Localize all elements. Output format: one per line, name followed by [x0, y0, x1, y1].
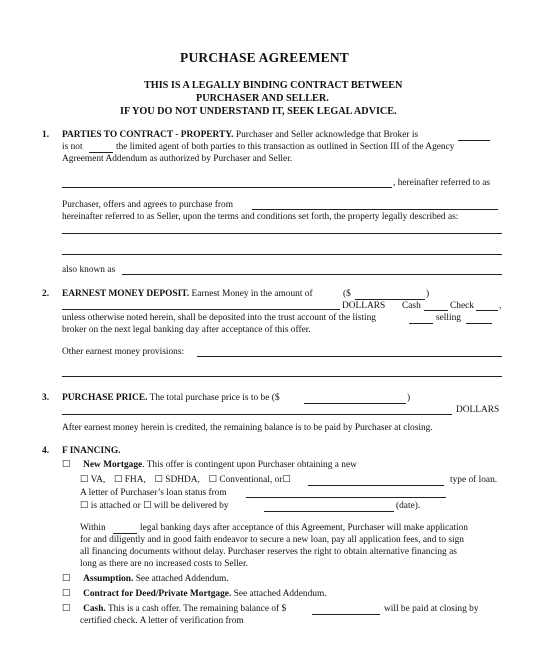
legal-description-line-2[interactable]: [62, 254, 502, 255]
earnest-amount-text: Earnest Money in the amount of: [191, 289, 313, 299]
purchase-price-amount-field[interactable]: [304, 403, 406, 404]
sdhda-label: SDHDA,: [165, 475, 200, 485]
earnest-dollars-label: DOLLARS: [342, 301, 386, 311]
fha-checkbox[interactable]: ☐: [113, 475, 123, 485]
document-title: PURCHASE AGREEMENT: [180, 50, 349, 65]
section-3-line-3: After earnest money herein is credited, the remaining balance is to be paid by Purchaser at closing.: [62, 423, 433, 433]
purchase-price-text: The total purchase price is to be ($: [149, 393, 280, 403]
legal-description-line-1[interactable]: [62, 233, 502, 234]
section-1-heading: PARTIES TO CONTRACT - PROPERTY.: [62, 130, 234, 140]
cash-closing-text: will be paid at closing by: [384, 604, 479, 614]
header-line-2: PURCHASER AND SELLER.: [196, 93, 329, 104]
also-known-as-label: also known as: [62, 265, 116, 275]
conventional-label: Conventional, or: [219, 475, 283, 485]
earnest-words-field[interactable]: [62, 309, 340, 310]
new-mortgage-checkbox[interactable]: ☐: [62, 460, 71, 470]
letter-delivered-label: will be delivered by: [153, 501, 229, 511]
selling-label: selling: [436, 313, 461, 323]
section-1-line-3: Agreement Addendum as authorized by Purchaser and Seller.: [62, 154, 293, 164]
va-checkbox[interactable]: ☐: [80, 475, 89, 485]
section-1-broker-text: Purchaser and Seller acknowledge that Broker is: [235, 130, 419, 140]
earnest-cash-blank[interactable]: [424, 310, 448, 311]
section-2-number: 2.: [42, 289, 50, 299]
header-line-3: IF YOU DO NOT UNDERSTAND IT, SEEK LEGAL ADVICE.: [120, 106, 397, 117]
seller-text: hereinafter referred to as Seller, upon the terms and conditions set forth, the property legally described as:: [62, 212, 459, 222]
earnest-check-blank[interactable]: [476, 310, 498, 311]
section-4-heading: F INANCING.: [62, 446, 121, 456]
date-label: (date).: [396, 501, 421, 511]
header-line-1: THIS IS A LEGALLY BINDING CONTRACT BETWEEN: [144, 80, 403, 91]
contract-for-deed-line: [62, 589, 327, 600]
within-text: legal banking days after acceptance of this Agreement, Purchaser will make application: [140, 523, 468, 533]
section-2-heading: EARNEST MONEY DEPOSIT.: [62, 289, 190, 299]
loan-status-letter-label: A letter of Purchaser’s loan status from: [80, 488, 227, 498]
section-4-number: 4.: [42, 446, 50, 456]
other-loan-checkbox[interactable]: ☐: [282, 475, 291, 485]
assumption-label: Assumption.: [83, 574, 134, 584]
earnest-amount-field[interactable]: [355, 299, 425, 300]
cash-balance-field[interactable]: [312, 614, 380, 615]
earnest-check-label: Check: [450, 301, 474, 311]
assumption-checkbox[interactable]: ☐: [62, 574, 71, 584]
section-2-line-1: [62, 289, 313, 300]
section-1-line-2: the limited agent of both parties to this transaction as outlined in Section III of the Agency: [116, 142, 455, 152]
letter-delivered-checkbox[interactable]: ☐: [143, 501, 152, 511]
cash-text: This is a cash offer. The remaining balance of $: [107, 604, 287, 614]
listing-broker-blank[interactable]: [409, 323, 433, 324]
contract-for-deed-text: See attached Addendum.: [233, 589, 327, 599]
section-2-line-2: unless otherwise noted herein, shall be deposited into the trust account of the listing: [62, 313, 376, 323]
purchaser-name-field[interactable]: [62, 187, 392, 188]
broker-is-not-blank[interactable]: [89, 152, 113, 153]
financing-paragraph-line-4: long as there are no increased costs to Seller.: [80, 559, 248, 569]
loan-types-line: [80, 475, 291, 486]
section-1-number: 1.: [42, 130, 50, 140]
delivery-date-field[interactable]: [264, 511, 394, 512]
letter-attached-label: is attached or: [90, 501, 141, 511]
conventional-checkbox[interactable]: ☐: [208, 475, 217, 485]
section-3-heading: PURCHASE PRICE.: [62, 393, 148, 403]
broker-is-blank[interactable]: [458, 140, 490, 141]
other-provisions-field-2[interactable]: [62, 376, 502, 377]
new-mortgage-label: New Mortgage: [83, 460, 143, 470]
purchase-price-paren-close: ): [407, 393, 411, 403]
type-of-loan-label: type of loan.: [450, 475, 498, 485]
contract-for-deed-label: Contract for Deed/Private Mortgage.: [83, 589, 232, 599]
loan-status-from-field[interactable]: [246, 497, 446, 498]
certified-check-text: certified check. A letter of verification from: [80, 616, 244, 626]
section-3-number: 3.: [42, 393, 50, 403]
fha-label: FHA,: [124, 475, 146, 485]
cash-checkbox[interactable]: ☐: [62, 604, 71, 614]
other-loan-type-field[interactable]: [308, 485, 444, 486]
financing-paragraph-line-3: all financing documents without delay. Purchaser reserves the right to obtain alternative financing as: [80, 547, 457, 557]
va-label: VA,: [90, 475, 106, 485]
selling-broker-blank[interactable]: [466, 323, 492, 324]
cash-label: Cash.: [83, 604, 106, 614]
new-mortgage-line: [62, 460, 357, 471]
letter-attached-checkbox[interactable]: ☐: [80, 501, 89, 511]
earnest-paren-close: ): [426, 289, 430, 299]
purchase-price-dollars-label: DOLLARS: [456, 405, 500, 415]
within-label: Within: [80, 523, 106, 533]
other-provisions-label: Other earnest money provisions:: [62, 347, 185, 357]
purchase-price-words-field[interactable]: [62, 414, 452, 415]
letter-delivery-line: [80, 501, 229, 512]
section-1-is-not: is not: [62, 142, 83, 152]
hereinafter-text: , hereinafter referred to as: [393, 178, 491, 188]
new-mortgage-text: . This offer is contingent upon Purchaser obtaining a new: [142, 460, 357, 470]
seller-name-field[interactable]: [252, 209, 498, 210]
section-3-line-1: [62, 393, 280, 404]
earnest-dollar-open: ($: [343, 289, 351, 299]
other-provisions-field-1[interactable]: [197, 356, 502, 357]
financing-paragraph-line-2: for and diligently and in good faith endeavor to secure a new loan, pay all application fees, and to sign: [80, 535, 464, 545]
section-2-line-3: broker on the next legal banking day after acceptance of this offer.: [62, 325, 311, 335]
assumption-line: [62, 574, 229, 585]
also-known-as-field[interactable]: [122, 274, 502, 275]
offers-text: Purchaser, offers and agrees to purchase from: [62, 200, 233, 210]
earnest-comma: ,: [499, 301, 502, 311]
earnest-cash-label: Cash: [402, 301, 421, 311]
contract-for-deed-checkbox[interactable]: ☐: [62, 589, 71, 599]
cash-line: [62, 604, 286, 615]
sdhda-checkbox[interactable]: ☐: [154, 475, 163, 485]
section-1-line-1: [62, 130, 418, 141]
banking-days-field[interactable]: [113, 533, 137, 534]
assumption-text: See attached Addendum.: [135, 574, 229, 584]
